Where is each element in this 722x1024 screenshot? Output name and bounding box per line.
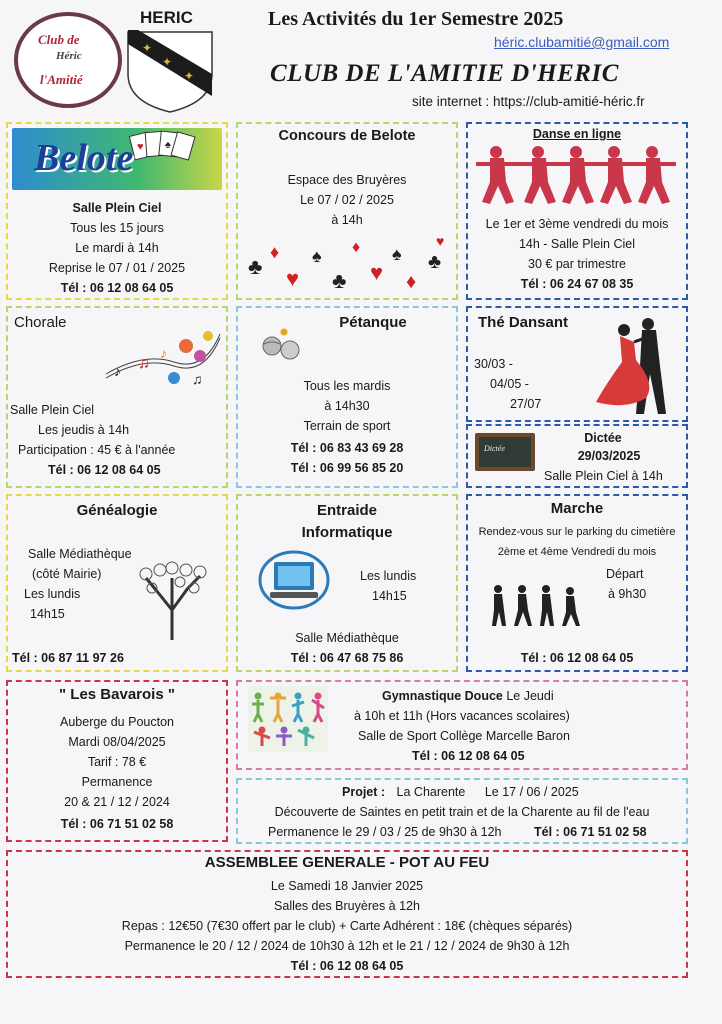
entraide-title-2: Informatique: [301, 524, 393, 541]
concours-date: Le 07 / 02 / 2025: [300, 193, 394, 207]
chorale-title: Chorale: [14, 314, 67, 331]
svg-text:♥: ♥: [286, 266, 300, 291]
marche-departure-label: Départ: [606, 567, 644, 581]
concours-box: [236, 122, 458, 300]
hikers-icon: [488, 584, 584, 628]
the-dansant-date-3: 27/07: [510, 397, 542, 411]
belote-box: [6, 122, 228, 300]
projet-label: Projet :: [342, 785, 386, 799]
chorale-box: [6, 306, 228, 488]
bavarois-place: Auberge du Poucton: [60, 715, 174, 729]
concours-time: à 14h: [331, 213, 363, 227]
petanque-phone-2: Tél : 06 99 56 85 20: [290, 461, 404, 475]
bavarois-price: Tarif : 78 €: [87, 755, 147, 769]
petanque-place: Terrain de sport: [303, 419, 391, 433]
belote-banner-image: [12, 128, 222, 190]
assemblee-price: Repas : 12€50 (7€30 offert par le club) + Carte Adhérent : 18€ (chèques séparés): [121, 919, 573, 933]
bavarois-phone: Tél : 06 71 51 02 58: [60, 817, 174, 831]
svg-text:♦: ♦: [270, 242, 280, 262]
danse-phone: Tél : 06 24 67 08 35: [520, 277, 634, 291]
gym-phone: Tél : 06 12 08 64 05: [412, 749, 525, 763]
chalkboard-text: Dictée: [484, 444, 505, 453]
line-dancers-icon: [476, 144, 676, 208]
logo-text-line2: Héric: [56, 50, 82, 62]
town-name: HERIC: [140, 8, 193, 27]
svg-text:♪: ♪: [114, 363, 121, 379]
svg-text:♥: ♥: [370, 260, 384, 285]
svg-text:♠: ♠: [392, 244, 402, 264]
projet-destination: La Charente: [396, 785, 466, 799]
page-title: Les Activités du 1er Semestre 2025: [268, 8, 564, 30]
genealogie-title: Généalogie: [76, 502, 158, 519]
belote-day: Le mardi à 14h: [75, 241, 159, 255]
computer-icon: [258, 550, 330, 610]
assemblee-box: [6, 850, 688, 978]
marche-departure-time: à 9h30: [608, 587, 647, 601]
dictee-title: Dictée: [584, 431, 622, 445]
logo-text-line3: l'Amitié: [40, 72, 83, 87]
bavarois-title: " Les Bavarois ": [59, 686, 175, 703]
danse-time-place: 14h - Salle Plein Ciel: [518, 237, 636, 251]
svg-text:♥: ♥: [436, 233, 445, 249]
belote-banner-word: Belote: [34, 137, 134, 179]
danse-schedule: Le 1er et 3ème vendredi du mois: [485, 217, 669, 231]
danse-title: Danse en ligne: [532, 127, 622, 141]
marche-box: [466, 494, 688, 672]
svg-text:♣: ♣: [332, 268, 347, 293]
belote-frequency: Tous les 15 jours: [70, 221, 164, 235]
svg-text:♠: ♠: [312, 246, 322, 266]
bavarois-permanence-label: Permanence: [81, 775, 153, 789]
projet-box: [236, 778, 688, 844]
entraide-time: 14h15: [372, 589, 407, 603]
svg-text:♦: ♦: [406, 271, 417, 293]
svg-text:✦: ✦: [184, 69, 195, 83]
logo-text-line1: Club de: [38, 32, 80, 47]
music-notes-icon: [104, 322, 222, 392]
svg-text:♣: ♣: [248, 254, 263, 279]
assemblee-date: Le Samedi 18 Janvier 2025: [270, 879, 424, 893]
dictee-box: [466, 424, 688, 488]
genealogie-box: [6, 494, 228, 672]
svg-text:♦: ♦: [352, 239, 361, 256]
club-name: CLUB DE L'AMITIE D'HERIC: [270, 60, 619, 87]
dictee-place: Salle Plein Ciel à 14h: [544, 469, 663, 483]
gym-day: Le Jeudi: [502, 689, 554, 703]
gym-figures-icon: [248, 686, 328, 752]
email-link[interactable]: héric.clubamitié@gmail.com: [494, 34, 670, 50]
bavarois-date: Mardi 08/04/2025: [68, 735, 166, 749]
chorale-place: Salle Plein Ciel: [10, 403, 95, 417]
marche-meeting-point: Rendez-vous sur le parking du cimetière: [478, 526, 676, 538]
petanque-title: Pétanque: [339, 314, 407, 331]
gym-place: Salle de Sport Collège Marcelle Baron: [358, 729, 570, 743]
belote-place: Salle Plein Ciel: [72, 201, 162, 215]
dancing-couple-icon: [586, 314, 684, 418]
genealogie-place: Salle Médiathèque: [28, 547, 132, 561]
genealogie-day: Les lundis: [24, 587, 81, 601]
marche-schedule: 2ème et 4ème Vendredi du mois: [497, 546, 657, 558]
svg-text:♫: ♫: [138, 355, 150, 372]
genealogie-side: (côté Mairie): [32, 567, 102, 581]
danse-price: 30 € par trimestre: [528, 257, 626, 271]
genealogie-time: 14h15: [30, 607, 65, 621]
belote-phone: Tél : 06 12 08 64 05: [60, 281, 174, 295]
svg-text:✦: ✦: [142, 41, 153, 55]
bavarois-permanence-dates: 20 & 21 / 12 / 2024: [64, 795, 170, 809]
svg-text:♥: ♥: [137, 141, 144, 153]
svg-text:✦: ✦: [162, 55, 173, 69]
the-dansant-date-1: 30/03 -: [474, 357, 513, 371]
svg-text:♠: ♠: [165, 139, 171, 151]
assemblee-permanence: Permanence le 20 / 12 / 2024 de 10h30 à 12h et le 21 / 12 / 2024 de 9h30 à 12h: [124, 939, 570, 953]
gym-box: [236, 680, 688, 770]
entraide-title-1: Entraide: [316, 502, 377, 519]
the-dansant-date-2: 04/05 -: [490, 377, 529, 391]
projet-description: Découverte de Saintes en petit train et de la Charente au fil de l'eau: [274, 805, 650, 819]
chorale-phone: Tél : 06 12 08 64 05: [48, 463, 161, 477]
bavarois-box: [6, 680, 228, 842]
chorale-day: Les jeudis à 14h: [38, 423, 130, 437]
petanque-balls-icon: [260, 326, 304, 364]
concours-place: Espace des Bruyères: [287, 173, 407, 187]
dictee-date: 29/03/2025: [577, 449, 641, 463]
website-text: site internet : https://club-amitié-héric.fr: [412, 94, 645, 109]
heric-coat-of-arms-icon: [126, 30, 214, 114]
marche-title: Marche: [550, 500, 604, 517]
genealogie-phone: Tél : 06 87 11 97 26: [12, 651, 124, 665]
belote-restart: Reprise le 07 / 01 / 2025: [48, 261, 186, 275]
marche-phone: Tél : 06 12 08 64 05: [520, 651, 634, 665]
gym-title: Gymnastique Douce: [382, 689, 503, 703]
assemblee-place: Salles des Bruyères à 12h: [274, 899, 420, 913]
family-tree-icon: [136, 560, 210, 642]
chorale-price: Participation : 45 € à l'année: [18, 443, 176, 457]
projet-phone: Tél : 06 71 51 02 58: [534, 825, 647, 839]
card-suits-icon: [242, 232, 452, 296]
petanque-box: [236, 306, 458, 488]
entraide-day: Les lundis: [360, 569, 417, 583]
assemblee-title: ASSEMBLEE GENERALE - POT AU FEU: [204, 854, 490, 871]
svg-text:♪: ♪: [160, 345, 167, 361]
projet-date: Le 17 / 06 / 2025: [484, 785, 579, 799]
entraide-phone: Tél : 06 47 68 75 86: [290, 651, 404, 665]
danse-box: [466, 122, 688, 300]
projet-permanence: Permanence le 29 / 03 / 25 de 9h30 à 12h: [268, 825, 502, 839]
the-dansant-box: [466, 306, 688, 422]
concours-title: Concours de Belote: [278, 128, 416, 144]
assemblee-phone: Tél : 06 12 08 64 05: [290, 959, 404, 973]
entraide-place: Salle Médiathèque: [295, 631, 399, 645]
gym-time: à 10h et 11h (Hors vacances scolaires): [354, 709, 570, 723]
svg-text:♣: ♣: [428, 251, 442, 273]
petanque-phone-1: Tél : 06 83 43 69 28: [290, 441, 404, 455]
club-logo: [14, 12, 122, 108]
petanque-day: Tous les mardis: [303, 379, 391, 393]
petanque-time: à 14h30: [324, 399, 370, 413]
svg-text:♫: ♫: [192, 371, 203, 387]
entraide-box: [236, 494, 458, 672]
the-dansant-title: Thé Dansant: [478, 314, 569, 331]
